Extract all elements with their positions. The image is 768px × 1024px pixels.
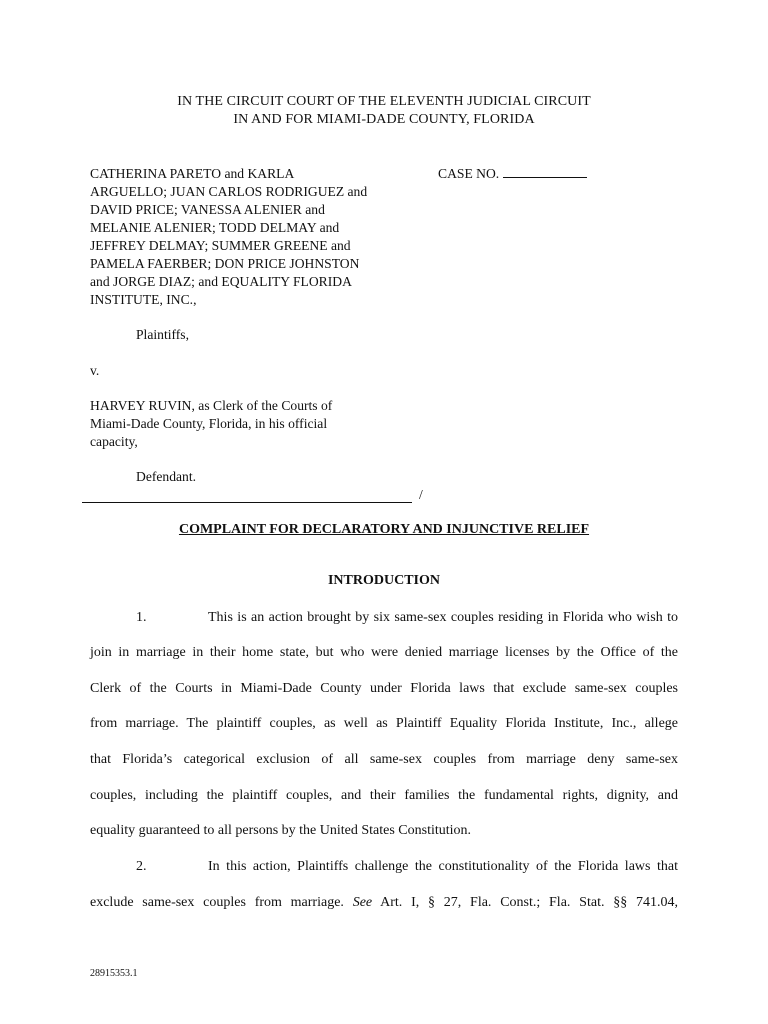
plaintiff-line: ARGUELLO; JUAN CARLOS RODRIGUEZ and (90, 184, 368, 199)
paragraph-text: exclude same-sex couples from marriage. (90, 895, 344, 910)
plaintiff-line: INSTITUTE, INC., (90, 292, 197, 307)
plaintiff-line: and JORGE DIAZ; and EQUALITY FLORIDA (90, 274, 352, 289)
court-name-line-2: IN AND FOR MIAMI-DADE COUNTY, FLORIDA (233, 112, 535, 127)
defendant-line: Miami-Dade County, Florida, in his official (90, 416, 328, 431)
paragraph-line: couples, including the plaintiff couples, and their families the fundamental rights, dignity, and (90, 788, 678, 803)
complaint-title (0, 522, 768, 538)
paragraph-line (90, 610, 678, 626)
plaintiff-line: DAVID PRICE; VANESSA ALENIER and (90, 202, 325, 217)
citation-text: Art. I, § 27, Fla. Const.; Fla. Stat. §§ 741.04, (380, 895, 678, 910)
plaintiffs-label: Plaintiffs, (136, 327, 189, 342)
paragraph-number: 1. (136, 610, 147, 625)
paragraph-number: 2. (136, 859, 147, 874)
case-number-blank (503, 165, 587, 178)
paragraph-line: from marriage. The plaintiff couples, as well as Plaintiff Equality Florida Institute, Inc., allege (90, 716, 678, 731)
complaint-title-text: COMPLAINT FOR DECLARATORY AND INJUNCTIVE RELIEF (178, 522, 590, 537)
case-number (438, 165, 587, 183)
defendant-line: HARVEY RUVIN, as Clerk of the Courts of (90, 398, 333, 413)
citation-signal: See (352, 895, 373, 910)
caption-slash: / (419, 487, 423, 502)
section-heading: INTRODUCTION (327, 573, 440, 588)
plaintiff-line: CATHERINA PARETO and KARLA (90, 166, 295, 181)
court-name-line-1: IN THE CIRCUIT COURT OF THE ELEVENTH JUDICIAL CIRCUIT (177, 94, 591, 109)
paragraph-line: join in marriage in their home state, but who were denied marriage licenses by the Office of the (90, 645, 678, 660)
defendant-line: capacity, (90, 434, 138, 449)
paragraph-text: In this action, Plaintiffs challenge the constitutionality of the Florida laws that (208, 859, 678, 874)
paragraph-text: This is an action brought by six same-sex couples residing in Florida who wish to (208, 610, 678, 625)
paragraph-line (90, 859, 678, 875)
caption-rule (82, 502, 412, 503)
defendant-label: Defendant. (136, 469, 197, 484)
versus-label: v. (90, 363, 100, 378)
case-number-label: CASE NO. (438, 166, 500, 181)
plaintiff-line: MELANIE ALENIER; TODD DELMAY and (90, 220, 340, 235)
plaintiff-line: JEFFREY DELMAY; SUMMER GREENE and (90, 238, 351, 253)
paragraph-line: that Florida’s categorical exclusion of all same-sex couples from marriage deny same-sex (90, 752, 678, 767)
plaintiff-line: PAMELA FAERBER; DON PRICE JOHNSTON (90, 256, 360, 271)
paragraph-line (90, 895, 678, 911)
paragraph-line: Clerk of the Courts in Miami-Dade County under Florida laws that exclude same-sex couples (90, 681, 678, 696)
document-footer-id: 28915353.1 (90, 968, 138, 979)
paragraph-line: equality guaranteed to all persons by the United States Constitution. (90, 823, 472, 838)
